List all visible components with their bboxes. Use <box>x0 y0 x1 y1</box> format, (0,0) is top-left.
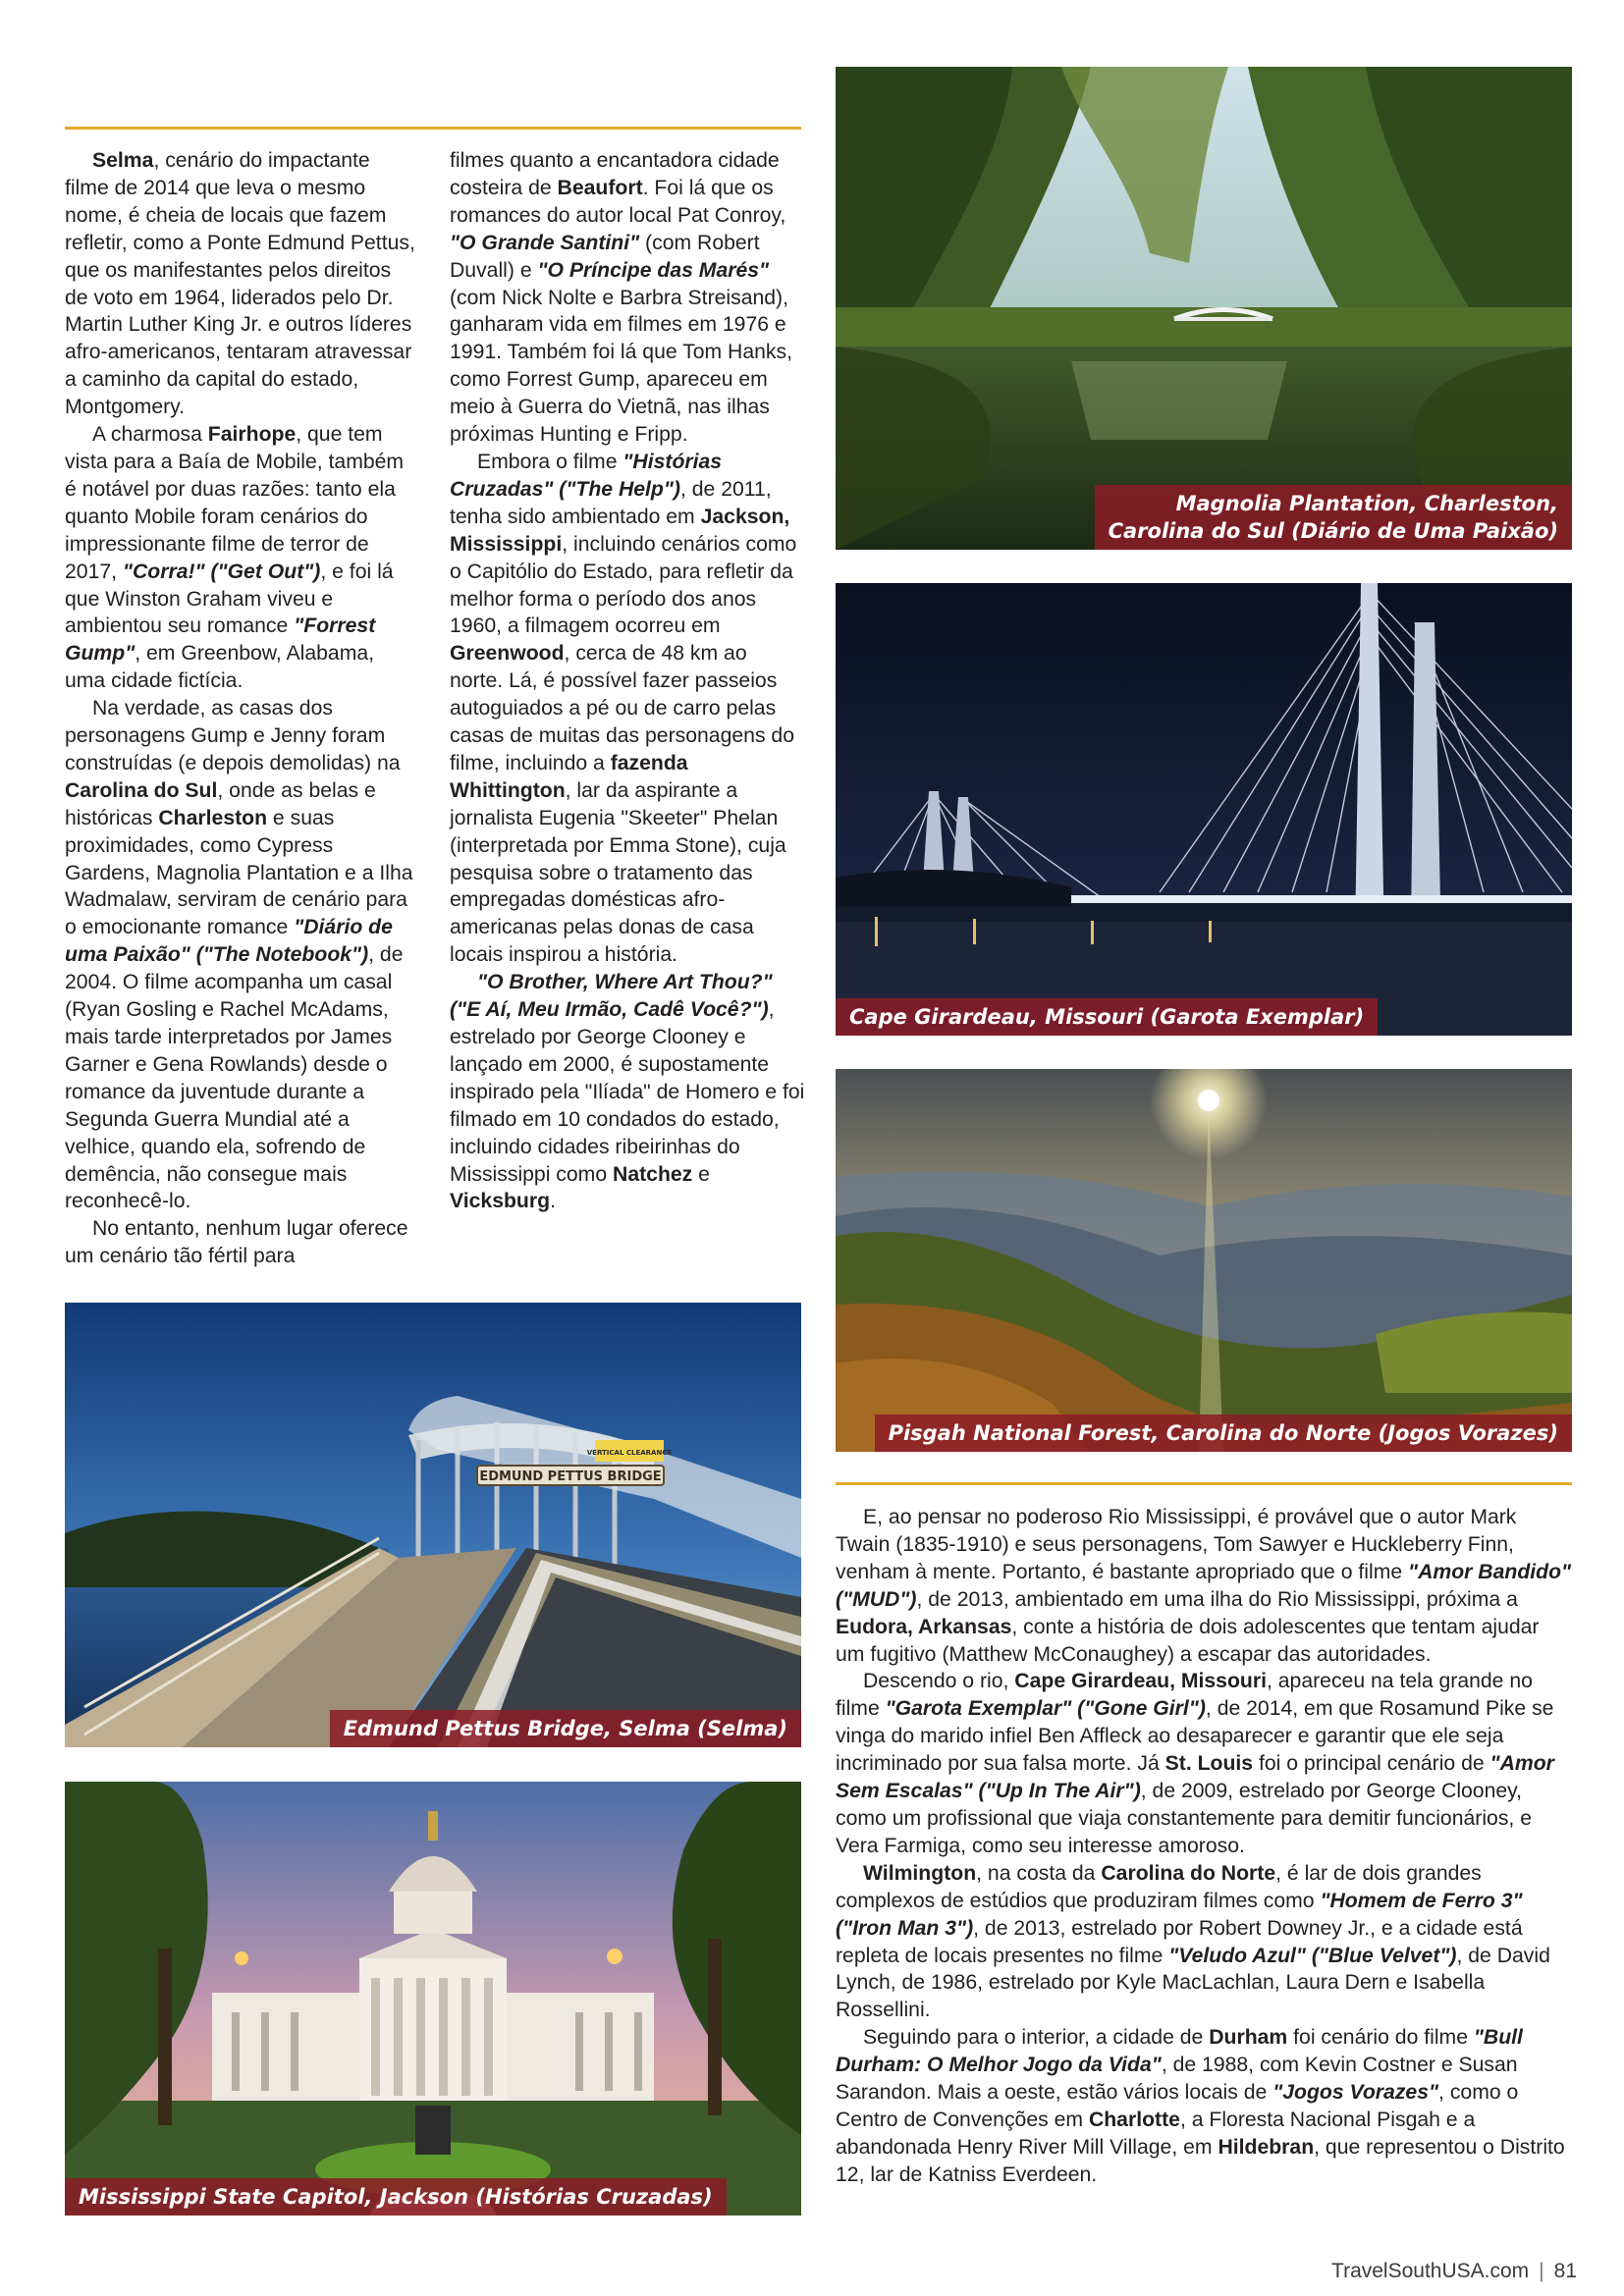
paragraph: A charmosa Fairhope, que tem vista para a Baía de Mobile, também é notável por duas razões: tanto ela quanto Mobile foram cenários do impressionante filme de terror de 2017, "Corra!" ("Get Out"), e foi lá que Winston Graham viveu e ambientou seu romance "Forrest Gump", em Greenbow, Alabama, uma cidade fictícia. <box>65 423 405 693</box>
photo-edmund-pettus-bridge <box>65 1303 801 1747</box>
mid-rule <box>836 1482 1572 1485</box>
paragraph: filmes quanto a encantadora cidade costeira de Beaufort. Foi lá que os romances do autor local Pat Conroy, "O Grande Santini" (com Robert Duvall) e "O Príncipe das Marés" (com Nick Nolte e Barbra Streisand), ganharam vida em filmes em 1976 e 1991. Também foi lá que Tom Hanks, como Forrest Gump, apareceu em meio à Guerra do Vietnã, nas ilhas próximas Hunting e Fripp. <box>450 149 793 447</box>
photo-mississippi-capitol <box>65 1782 801 2216</box>
paragraph: Embora o filme "Histórias Cruzadas" ("The Help"), de 2011, tenha sido ambientado em Jackson, Mississippi, incluindo cenários como o Capitólio do Estado, para refletir da melhor forma o período dos anos 1960, a filmagem ocorreu em Greenwood, cerca de 48 km ao norte. Lá, é possível fazer passeios autoguiados a pé ou de carro pelas casas de muitas das personagens do filme, incluindo a fazenda Whittington, lar da aspirante a jornalista Eugenia "Skeeter" Phelan (interpretada por Emma Stone), cuja pesquisa sobre o tratamento das empregadas domésticas afro-americanas pelas donas de casa locais inspirou a história. <box>450 450 797 967</box>
paragraph: Wilmington, na costa da Carolina do Norte, é lar de dois grandes complexos de estúdios que produziram filmes como "Homem de Ferro 3" ("Iron Man 3"), de 2013, estrelado por Robert Downey Jr., e a cidade está repleta de locais presentes no filme "Veludo Azul" ("Blue Velvet"), de David Lynch, de 1986, estrelado por Kyle MacLachlan, Laura Dern e Isabella Rossellini. <box>836 1861 1550 2022</box>
paragraph: "O Brother, Where Art Thou?" ("E Aí, Meu Irmão, Cadê Você?"), estrelado por George Clooney e lançado em 2000, é supostamente inspirado pela "Ilíada" de Homero e foi filmado em 10 condados do estado, incluindo cidades ribeirinhas do Mississippi como Natchez e Vicksburg. <box>450 971 805 1213</box>
text-column-1 <box>65 147 418 1270</box>
photo-magnolia-plantation <box>836 67 1572 550</box>
capitol-image <box>65 1782 801 2216</box>
page-number: 81 <box>1553 2260 1577 2282</box>
caption-cape-girardeau: Cape Girardeau, Missouri (Garota Exemplar) <box>836 998 1378 1036</box>
paragraph: E, ao pensar no poderoso Rio Mississippi, é provável que o autor Mark Twain (1835-1910) e seus personagens, Tom Sawyer e Huckleberry Finn, venham à mente. Portanto, é bastante apropriado que o filme "Amor Bandido" ("MUD"), de 2013, ambientado em uma ilha do Rio Mississippi, próxima a Eudora, Arkansas, conte a história de dois adolescentes que tentam ajudar um fugitivo (Matthew McConaughey) a escapar das autoridades. <box>836 1506 1572 1666</box>
caption-capitol: Mississippi State Capitol, Jackson (Histórias Cruzadas) <box>65 2178 727 2216</box>
paragraph: Descendo o rio, Cape Girardeau, Missouri, apareceu na tela grande no filme "Garota Exemplar" ("Gone Girl"), de 2014, em que Rosamund Pike se vinga do marido infiel Ben Affleck ao desaparecer e garantir que ele seja incriminado por sua falsa morte. Já St. Louis foi o principal cenário de "Amor Sem Escalas" ("Up In The Air"), de 2009, estrelado por George Clooney, como um profissional que viaja constantemente para demitir funcionários, e Vera Farmiga, como seu interesse amoroso. <box>836 1670 1554 1857</box>
paragraph: Na verdade, as casas dos personagens Gump e Jenny foram construídas (e depois demolidas) na Carolina do Sul, onde as belas e históricas Charleston e suas proximidades, como Cypress Gardens, Magnolia Plantation e a Ilha Wadmalaw, serviram de cenário para o emocionante romance "Diário de uma Paixão" ("The Notebook"), de 2004. O filme acompanha um casal (Ryan Gosling e Rachel McAdams, mais tarde interpretados por James Garner e Gena Rowlands) desde o romance da juventude durante a Segunda Guerra Mundial até a velhice, quando ela, sofrendo de demência, não consegue mais reconhecê-lo. <box>65 697 413 1213</box>
magnolia-image <box>836 67 1572 550</box>
top-rule <box>65 127 801 130</box>
paragraph: Seguindo para o interior, a cidade de Durham foi cenário do filme "Bull Durham: O Melhor Jogo da Vida", de 1988, com Kevin Costner e Susan Sarandon. Mais a oeste, estão vários locais de "Jogos Vorazes", como o Centro de Convenções em Charlotte, a Floresta Nacional Pisgah e a abandonada Henry River Mill Village, em Hildebran, que representou o Distrito 12, lar de Katniss Everdeen. <box>836 2026 1565 2186</box>
photo-pisgah-forest <box>836 1069 1572 1452</box>
photo-cape-girardeau <box>836 583 1572 1036</box>
caption-magnolia: Magnolia Plantation, Charleston, Carolina do Sul (Diário de Uma Paixão) <box>1095 485 1572 550</box>
caption-pisgah: Pisgah National Forest, Carolina do Norte (Jogos Vorazes) <box>875 1415 1572 1452</box>
cape-girardeau-image <box>836 583 1572 1036</box>
caption-pettus: Edmund Pettus Bridge, Selma (Selma) <box>330 1710 801 1747</box>
paragraph: Selma, cenário do impactante filme de 2014 que leva o mesmo nome, é cheia de locais que fazem refletir, como a Ponte Edmund Pettus, que os manifestantes pelos direitos de voto em 1964, liderados pelo Dr. Martin Luther King Jr. e outros líderes afro-americanos, tentaram atravessar a caminho da capital do estado, Montgomery. <box>65 149 415 419</box>
paragraph: No entanto, nenhum lugar oferece um cenário tão fértil para <box>65 1217 408 1268</box>
footer-site: TravelSouthUSA.com <box>1331 2260 1530 2282</box>
text-column-2 <box>450 147 805 1215</box>
text-column-3 <box>836 1504 1572 2189</box>
footer-separator: | <box>1539 2260 1544 2282</box>
pettus-bridge-image <box>65 1303 801 1747</box>
bridge-name-sign: EDMUND PETTUS BRIDGE <box>479 1469 662 1484</box>
page-footer <box>1331 2260 1577 2283</box>
pisgah-image <box>836 1069 1572 1452</box>
clearance-sign: VERTICAL CLEARANCE <box>586 1449 673 1457</box>
